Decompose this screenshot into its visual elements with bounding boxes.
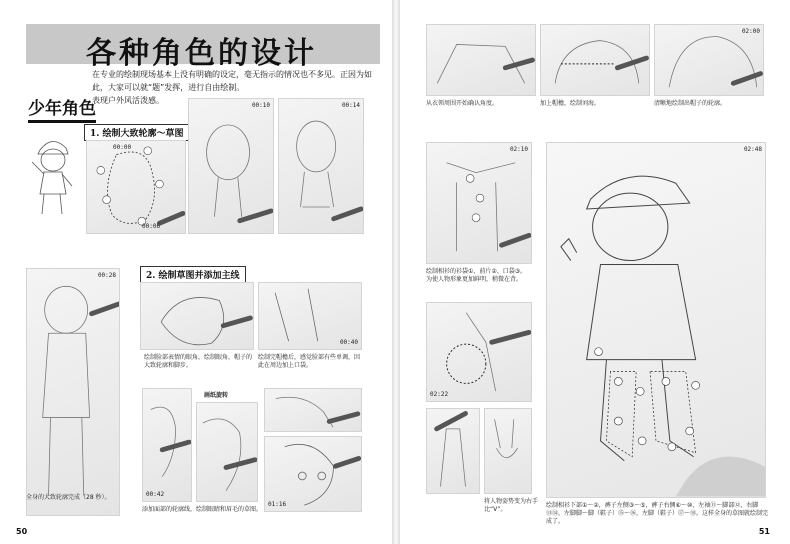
sketch-photo-r4 bbox=[426, 142, 532, 264]
sketch-photo-r3 bbox=[654, 24, 764, 96]
caption: 添加面部的轮廓线，绘制眼睛和眉毛的草图。 bbox=[142, 506, 263, 513]
sketch-photo-r7 bbox=[484, 408, 532, 494]
caption: 绘制相衫的衫袋①、前片②、口袋③。为使人物形象更加鲜明，稍微在背。 bbox=[426, 268, 527, 283]
intro-tail: 表现户外风活泼感。 bbox=[92, 96, 164, 105]
sketch-photo-4 bbox=[26, 268, 120, 516]
caption: 绘制相衫下部①～②，裤子左侧③～⑤，裤子右侧⑥～⑩，左袖⑪～脚部⑫，右脚⑬⑭，左脚脚～脚（鞋子）⑮～⑯，左脚（鞋子）⑰～⑱。这样全身的草图就绘制完成了。 bbox=[546, 502, 769, 525]
sketch-photo-7 bbox=[142, 388, 192, 502]
right-page bbox=[400, 0, 790, 544]
sketch-photo-r2 bbox=[540, 24, 650, 96]
sketch-photo-1 bbox=[86, 140, 186, 234]
rotate-label: 画纸旋转 bbox=[204, 392, 229, 399]
caption: 将人物姿势变为右手比“V”。 bbox=[484, 498, 539, 513]
sketch-photo-3 bbox=[278, 98, 364, 234]
caption: 清晰地绘制出帽子的轮廓。 bbox=[654, 100, 727, 107]
page-number: 51 bbox=[758, 527, 770, 536]
timestamp: 00:40 bbox=[339, 339, 358, 346]
sketch-photo-2 bbox=[188, 98, 274, 234]
spine-gutter bbox=[392, 0, 400, 544]
timestamp: 02:48 bbox=[743, 146, 762, 153]
sketch-photo-r6 bbox=[426, 408, 480, 494]
sketch-photo-8 bbox=[196, 402, 258, 502]
step-2-label: 2. 绘制草图并添加主线 bbox=[140, 266, 246, 283]
section-heading: 少年角色 bbox=[28, 94, 96, 123]
step-1-label: 1. 绘制大致轮廓～草图 bbox=[84, 124, 190, 141]
sketch-photo-9 bbox=[264, 388, 362, 432]
character-thumbnail bbox=[22, 128, 82, 220]
timestamp: 02:10 bbox=[509, 146, 528, 153]
sketch-photo-r1 bbox=[426, 24, 536, 96]
timestamp: 00:42 bbox=[146, 491, 165, 498]
page-title: 各种角色的设计 bbox=[86, 36, 317, 71]
caption: 全身的大致轮廓完成（28 秒）。 bbox=[26, 494, 111, 501]
caption: 绘制脸部表情的眼角，绘制眼角，帽子的大致轮廓和脚步。 bbox=[144, 354, 253, 369]
timestamp: 00:10 bbox=[251, 102, 270, 109]
caption: 加上帽檐，绘制刘海。 bbox=[540, 100, 601, 107]
page-number: 50 bbox=[16, 527, 28, 536]
sketch-photo-large bbox=[546, 142, 766, 498]
timestamp: 00:06 bbox=[142, 223, 161, 230]
sketch-photo-5 bbox=[140, 282, 254, 350]
sketch-photo-10 bbox=[264, 436, 362, 512]
intro-paragraph: 在专业的绘制现场基本上没有明确的设定，毫无指示的情况也不多见。正因为如此，大家可以就“题”发挥，进行自由绘制。 bbox=[92, 70, 372, 92]
timestamp: 02:00 bbox=[741, 28, 760, 35]
timestamp: 00:00 bbox=[113, 144, 132, 151]
timestamp: 00:28 bbox=[97, 272, 116, 279]
sketch-photo-6 bbox=[258, 282, 362, 350]
caption: 绘制完帽檐后，感觉脸部有些单调，因此在周边加上口袋。 bbox=[258, 354, 361, 369]
left-page bbox=[0, 0, 392, 544]
timestamp: 02:22 bbox=[430, 391, 449, 398]
sketch-photo-r5 bbox=[426, 302, 532, 402]
caption: 从衣领周围开始确认角度。 bbox=[426, 100, 499, 107]
timestamp: 01:16 bbox=[268, 501, 287, 508]
timestamp: 00:14 bbox=[341, 102, 360, 109]
